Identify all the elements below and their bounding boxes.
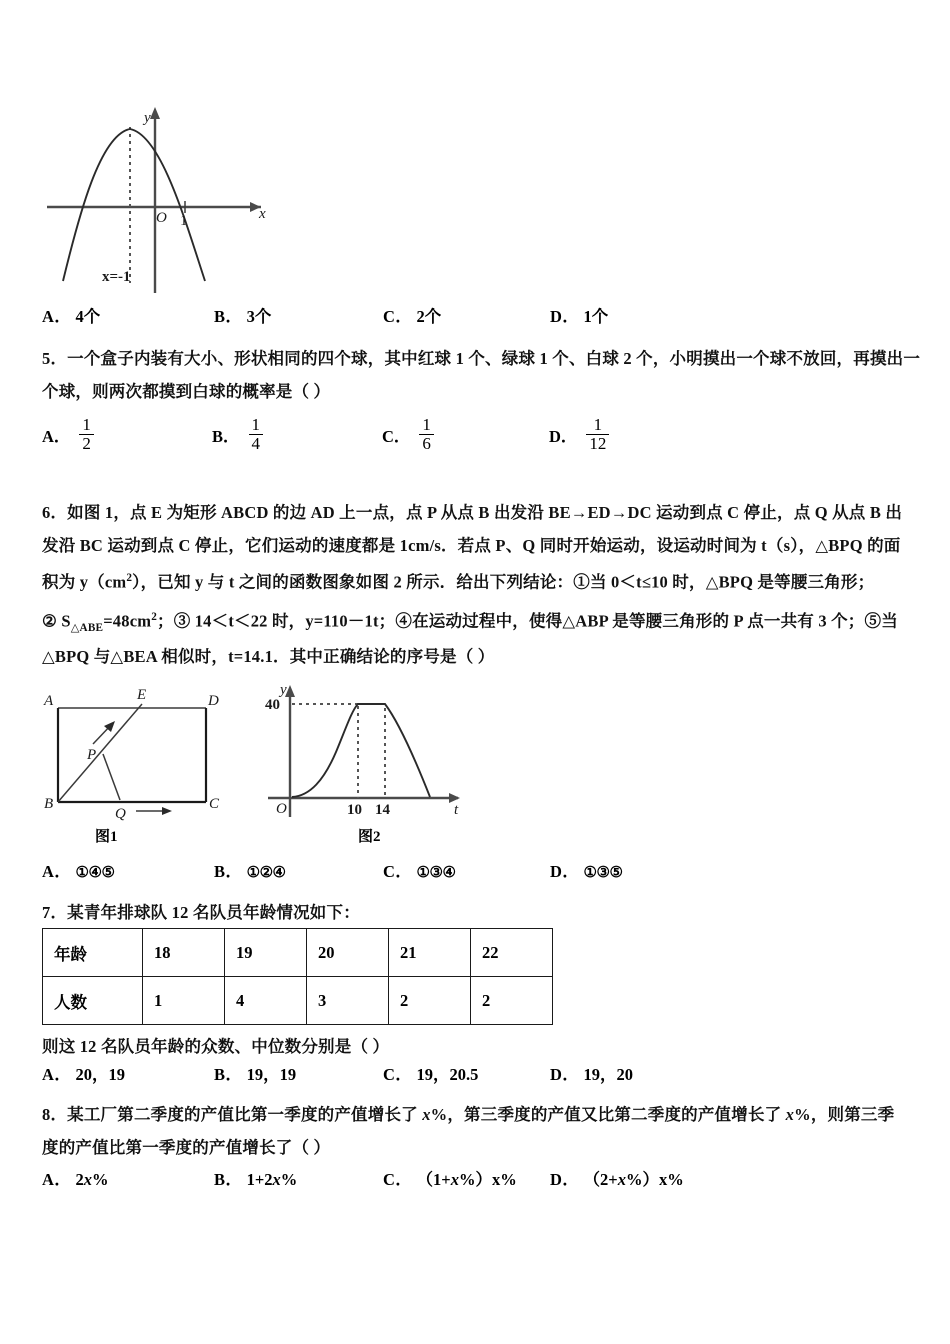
cell-count-18: 1 bbox=[143, 977, 225, 1025]
question6-line4-c: ；③ 14＜t＜22 时，y=110－1t；④在运动过程中，使得△ABP 是等腰三角形的 P 点一共有 3 个；⑤当 bbox=[157, 611, 898, 631]
age-distribution-table bbox=[42, 928, 553, 1025]
svg-text:10: 10 bbox=[347, 802, 362, 818]
question5-line2 bbox=[42, 375, 330, 408]
question4-options bbox=[42, 302, 922, 332]
figure1-caption: 图1 bbox=[95, 829, 118, 845]
option-c-text: 19，20.5 bbox=[416, 1065, 479, 1084]
svg-text:1: 1 bbox=[180, 213, 188, 229]
question7-stem bbox=[42, 896, 360, 929]
option-c-label: C． bbox=[383, 307, 413, 326]
option-c[interactable] bbox=[383, 302, 441, 332]
cell-age-20: 20 bbox=[307, 929, 389, 977]
option-c-label: C． bbox=[383, 1065, 413, 1084]
option-d[interactable] bbox=[550, 302, 608, 332]
svg-text:40: 40 bbox=[265, 697, 280, 713]
question8-line1 bbox=[42, 1098, 894, 1131]
question6-line4 bbox=[42, 601, 898, 645]
cell-count-19: 4 bbox=[225, 977, 307, 1025]
fraction-one-twelfth: $\frac{1}{12}$ bbox=[586, 416, 609, 454]
option-d[interactable] bbox=[550, 857, 622, 888]
question6-line4-superscript: 2 bbox=[151, 611, 157, 623]
option-d-text: ①③⑤ bbox=[583, 865, 623, 881]
cell-count-21: 2 bbox=[389, 977, 471, 1025]
question8-line1-c: %，则第三季 bbox=[794, 1105, 895, 1124]
cell-age-18: 18 bbox=[143, 929, 225, 977]
option-a-label: A． bbox=[42, 426, 71, 446]
question8-options bbox=[42, 1165, 922, 1195]
option-d-label: D． bbox=[550, 1065, 580, 1084]
option-c-label: C． bbox=[383, 1170, 413, 1189]
question6-line5-text: △BPQ 与△BEA 相似时，t=14.1．其中正确结论的序号是（ ） bbox=[42, 647, 495, 666]
row-header-age: 年龄 bbox=[43, 929, 143, 977]
option-b-text: 19，19 bbox=[246, 1065, 297, 1084]
option-c[interactable] bbox=[383, 857, 455, 888]
fraction-one-half: $\frac{1}{2}$ bbox=[79, 416, 94, 454]
question6-line4-b: =48cm bbox=[103, 611, 152, 631]
svg-text:E: E bbox=[137, 687, 147, 703]
fraction-one-sixth: $\frac{1}{6}$ bbox=[419, 416, 434, 454]
svg-text:A: A bbox=[44, 693, 54, 709]
figure2-caption: 图2 bbox=[358, 829, 381, 845]
option-a-text: 4个 bbox=[75, 307, 101, 326]
option-a-text: 20，19 bbox=[75, 1065, 126, 1084]
option-a[interactable] bbox=[42, 416, 94, 454]
option-b[interactable] bbox=[214, 1060, 296, 1090]
svg-text:x: x bbox=[259, 206, 266, 222]
row-header-count: 人数 bbox=[43, 977, 143, 1025]
question8-variable-1: x bbox=[422, 1105, 431, 1124]
cell-age-19: 19 bbox=[225, 929, 307, 977]
svg-text:t: t bbox=[454, 802, 459, 818]
option-a[interactable] bbox=[42, 302, 100, 332]
option-b-label: B． bbox=[212, 426, 240, 446]
option-a-label: A． bbox=[42, 1170, 72, 1189]
option-d[interactable] bbox=[550, 1060, 633, 1090]
question5-line1-text: 一个盒子内装有大小、形状相同的四个球，其中红球 1 个、绿球 1 个、白球 2 个，小明摸出一个球不放回，再摸出一 bbox=[67, 349, 921, 368]
figure-parabola-q4 bbox=[45, 85, 285, 300]
option-c[interactable] bbox=[382, 416, 434, 454]
svg-text:x=-1: x=-1 bbox=[102, 269, 131, 285]
table-row bbox=[43, 977, 553, 1025]
question6-line3-a: 积为 y（cm bbox=[42, 572, 127, 592]
option-d[interactable]: D． （2+x%）x% bbox=[550, 1170, 684, 1189]
option-a-label: A． bbox=[42, 862, 72, 881]
option-a[interactable] bbox=[42, 857, 114, 888]
option-d-label: D． bbox=[549, 426, 578, 446]
question5-options bbox=[0, 412, 950, 470]
table-row bbox=[43, 929, 553, 977]
cell-age-21: 21 bbox=[389, 929, 471, 977]
option-a-text: ①④⑤ bbox=[75, 865, 115, 881]
question6-line4-a: ② S bbox=[42, 611, 71, 631]
option-d-label: D． bbox=[550, 307, 580, 326]
option-b-text: ①②④ bbox=[246, 865, 286, 881]
option-b-label: B． bbox=[214, 862, 243, 881]
option-d-label: D． bbox=[550, 1170, 580, 1189]
cell-count-22: 2 bbox=[471, 977, 553, 1025]
question8-line2: 度的产值比第一季度的产值增长了（ ） bbox=[42, 1138, 331, 1157]
option-c-label: C． bbox=[382, 426, 411, 446]
question6-options bbox=[42, 857, 922, 887]
question5-line1 bbox=[42, 342, 920, 375]
question8-line1-a: 某工厂第二季度的产值比第一季度的产值增长了 bbox=[67, 1105, 423, 1124]
option-b-label: B． bbox=[214, 1170, 243, 1189]
option-b[interactable] bbox=[214, 302, 271, 332]
question8-variable-2: x bbox=[785, 1105, 795, 1124]
question8-number: 8． bbox=[42, 1105, 68, 1124]
fraction-one-quarter: $\frac{1}{4}$ bbox=[249, 416, 264, 454]
question6-line2-text: 发沿 BC 运动到点 C 停止，它们运动的速度都是 1cm/s．若点 P、Q 同时开始运动，设运动时间为 t（s），△BPQ 的面 bbox=[42, 536, 901, 555]
question5-number: 5． bbox=[42, 349, 68, 368]
question6-line1 bbox=[42, 496, 902, 529]
option-c-text: 2个 bbox=[416, 307, 442, 326]
question6-line1-text: 如图 1，点 E 为矩形 ABCD 的边 AD 上一点，点 P 从点 B 出发沿 BE→ED→DC 运动到点 C 停止，点 Q 从点 B 出 bbox=[67, 503, 903, 522]
question8-line1-b: %，第三季度的产值又比第二季度的产值增长了 bbox=[430, 1105, 786, 1124]
cell-count-20: 3 bbox=[307, 977, 389, 1025]
svg-text:14: 14 bbox=[375, 802, 390, 818]
question6-line4-subscript: △ABE bbox=[70, 621, 104, 634]
option-c-label: C． bbox=[383, 862, 413, 881]
svg-text:O: O bbox=[276, 801, 287, 817]
option-b[interactable] bbox=[212, 416, 263, 454]
question5-line2-text: 个球，则两次都摸到白球的概率是（ ） bbox=[42, 382, 331, 401]
figure1-rectangle-abcd bbox=[30, 682, 230, 822]
cell-age-22: 22 bbox=[471, 929, 553, 977]
option-b[interactable]: B． 1+2x% bbox=[214, 1170, 298, 1189]
option-b-label: B． bbox=[214, 1065, 243, 1084]
svg-text:D: D bbox=[208, 693, 219, 709]
figure2-y-vs-t bbox=[262, 672, 477, 822]
svg-text:C: C bbox=[209, 796, 220, 812]
option-c[interactable] bbox=[383, 1060, 478, 1090]
option-d-label: D． bbox=[550, 862, 580, 881]
svg-text:O: O bbox=[156, 210, 167, 226]
option-c[interactable]: C． （1+x%）x% bbox=[383, 1170, 517, 1189]
option-d-text: 1个 bbox=[583, 307, 609, 326]
question6-line2 bbox=[42, 529, 900, 562]
option-d[interactable] bbox=[549, 416, 609, 454]
question6-line3-superscript: 2 bbox=[126, 572, 133, 584]
question6-number: 6． bbox=[42, 503, 68, 522]
question7-followup: 则这 12 名队员年龄的众数、中位数分别是（ ） bbox=[42, 1037, 390, 1056]
question7-options bbox=[42, 1060, 922, 1090]
svg-text:Q: Q bbox=[115, 806, 126, 822]
option-d-text: 19，20 bbox=[583, 1065, 634, 1084]
option-a-label: A． bbox=[42, 307, 72, 326]
question6-line3-b: ），已知 y 与 t 之间的函数图象如图 2 所示．给出下列结论：①当 0＜t≤10 时，△BPQ 是等腰三角形； bbox=[132, 572, 875, 592]
option-c-text: ①③④ bbox=[416, 865, 456, 881]
question7-number: 7． bbox=[42, 903, 68, 922]
option-b[interactable] bbox=[214, 857, 285, 888]
svg-text:y: y bbox=[144, 110, 151, 126]
question6-line3 bbox=[42, 562, 874, 599]
option-b-label: B． bbox=[214, 307, 243, 326]
question6-line5 bbox=[42, 640, 494, 673]
svg-text:B: B bbox=[44, 796, 54, 812]
option-b-text: 3个 bbox=[246, 307, 272, 326]
option-a[interactable] bbox=[42, 1060, 125, 1090]
option-a-label: A． bbox=[42, 1065, 72, 1084]
question7-stem-text: 某青年排球队 12 名队员年龄情况如下： bbox=[67, 903, 360, 922]
svg-text:P: P bbox=[87, 747, 97, 763]
option-a[interactable]: A． 2x% bbox=[42, 1170, 109, 1189]
svg-text:y: y bbox=[280, 682, 287, 698]
